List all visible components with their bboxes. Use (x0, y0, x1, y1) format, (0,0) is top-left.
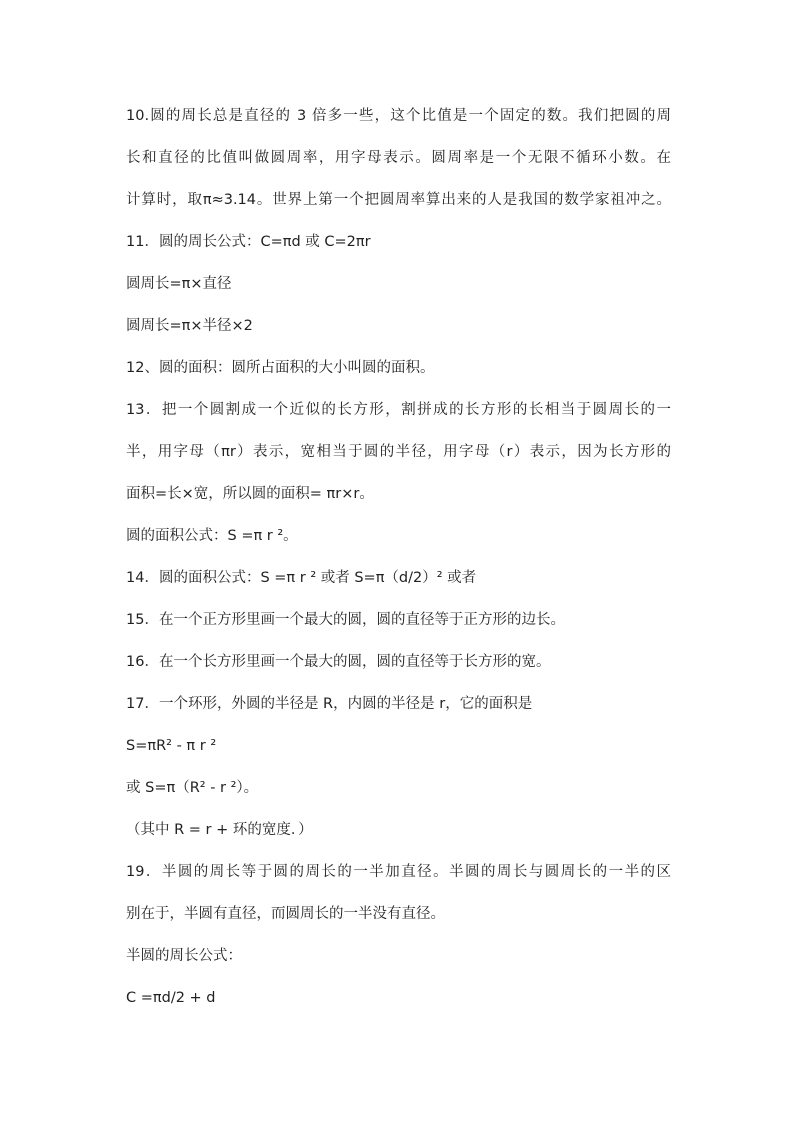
text-line-13a: 13．把一个圆割成一个近似的长方形，割拼成的长方形的长相当于圆周长的一 (126, 402, 671, 418)
text-line-15: 15．在一个正方形里画一个最大的圆，圆的直径等于正方形的边长。 (126, 612, 565, 628)
text-line-11-formula-a: 圆周长=π×直径 (126, 276, 232, 292)
text-line-10a: 10.圆的周长总是直径的 3 倍多一些，这个比值是一个固定的数。我们把圆的周 (126, 108, 671, 124)
text-line-17-formula-b: 或 S=π（R² - r ²）。 (126, 780, 259, 796)
text-line-semicircle-heading: 半圆的周长公式： (126, 948, 242, 964)
text-line-14: 14．圆的面积公式：S =π r ² 或者 S=π（d/2）² 或者 (126, 570, 477, 586)
text-line-10c: 计算时，取π≈3.14。世界上第一个把圆周率算出来的人是我国的数学家祖冲之。 (126, 192, 671, 208)
text-line-12: 12、圆的面积：圆所占面积的大小叫圆的面积。 (126, 360, 435, 376)
text-line-17: 17．一个环形，外圆的半径是 R，内圆的半径是 r，它的面积是 (126, 696, 533, 712)
text-line-17-note: （其中 R = r + 环的宽度．） (126, 822, 313, 838)
text-line-19a: 19．半圆的周长等于圆的周长的一半加直径。半圆的周长与圆周长的一半的区 (126, 864, 671, 880)
text-line-10b: 长和直径的比值叫做圆周率，用字母表示。圆周率是一个无限不循环小数。在 (126, 150, 671, 166)
text-line-semicircle-formula: C =πd/2 + d (126, 990, 216, 1006)
text-line-11-formula-b: 圆周长=π×半径×2 (126, 318, 253, 334)
text-line-11: 11．圆的周长公式：C=πd 或 C=2πr (126, 234, 371, 250)
text-line-13b: 半，用字母（πr）表示，宽相当于圆的半径，用字母（r）表示，因为长方形的 (126, 444, 671, 460)
text-line-13c: 面积=长×宽，所以圆的面积= πr×r。 (126, 486, 374, 502)
text-line-area-formula: 圆的面积公式：S =π r ²。 (126, 528, 298, 544)
text-line-17-formula-a: S=πR² - π r ² (126, 738, 217, 754)
text-line-16: 16．在一个长方形里画一个最大的圆，圆的直径等于长方形的宽。 (126, 654, 551, 670)
text-line-19b: 别在于，半圆有直径，而圆周长的一半没有直径。 (126, 906, 445, 922)
